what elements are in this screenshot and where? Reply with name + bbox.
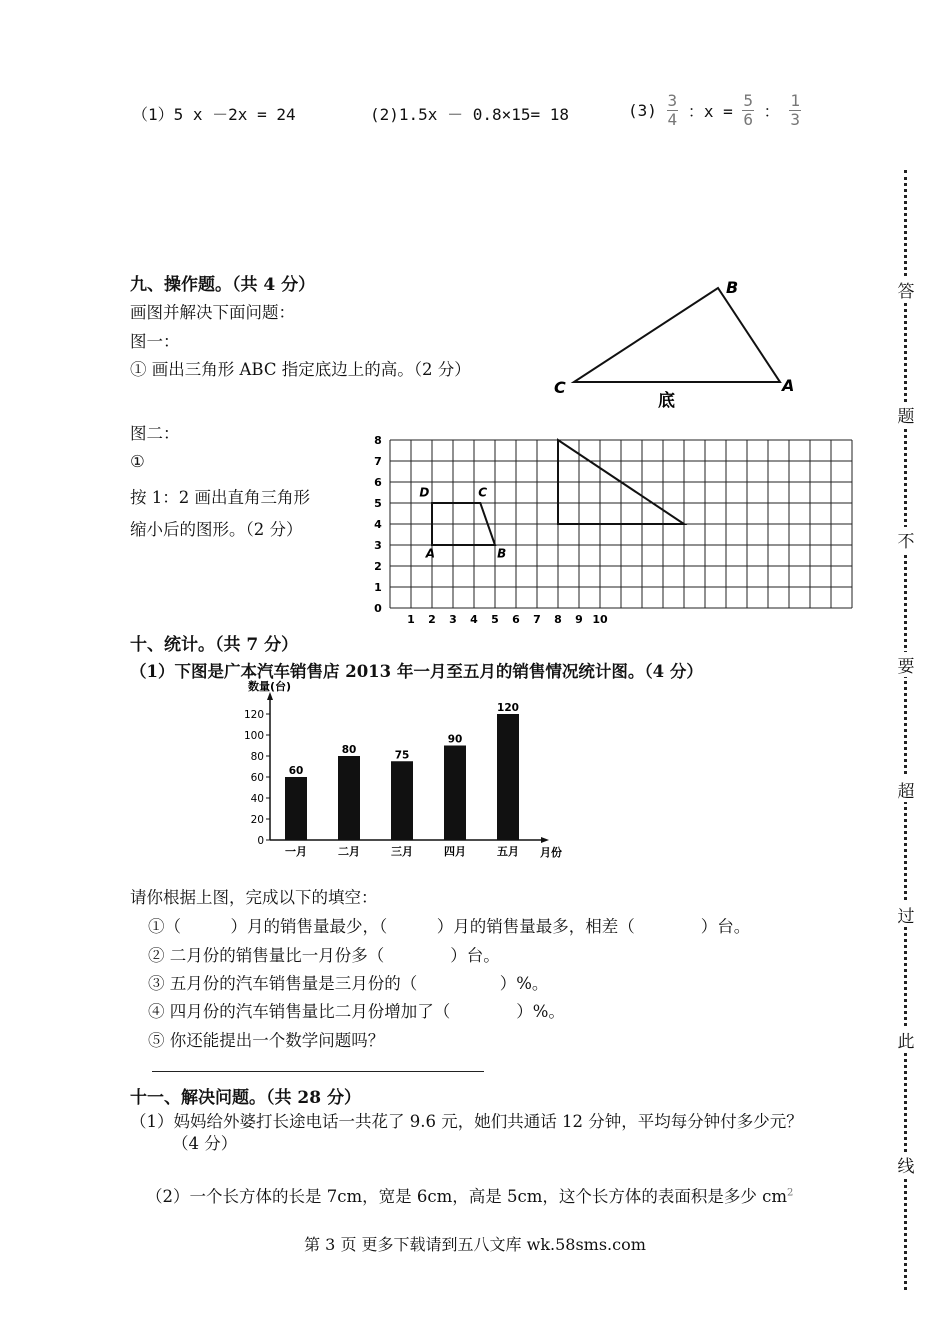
triangle-vertex-c: C	[554, 378, 566, 397]
grid-point-b: B	[497, 546, 507, 561]
chart-y-axis-arrow	[267, 692, 273, 700]
chart-y-tick-label: 60	[250, 772, 264, 784]
fill-item-4: ④ 四月份的汽车销售量比二月份增加了（ ）%。	[148, 1002, 565, 1021]
figure-2-marker: ①	[130, 452, 145, 471]
grid-x-tick: 1	[407, 613, 415, 626]
chart-bar	[497, 714, 519, 840]
section-11-question-2-text: （2）一个长方体的长是 7cm，宽是 6cm，高是 5cm，这个长方体的表面积是多少 cm	[146, 1187, 788, 1206]
chart-x-label: 月份	[540, 846, 562, 859]
triangle-vertex-b: B	[726, 278, 739, 297]
grid-x-tick: 3	[449, 613, 457, 626]
side-margin-char: 要	[893, 652, 919, 677]
equation-3-fraction-1: $\frac{3}{4}$	[667, 91, 678, 129]
side-margin-char: 超	[893, 777, 919, 802]
chart-data-label: 90	[447, 733, 463, 746]
equation-3-fraction-3: $\frac{1}{3}$	[790, 91, 800, 129]
fill-item-2: ② 二月份的销售量比一月份多（ ）台。	[148, 946, 500, 965]
side-dotted-line	[904, 170, 907, 1290]
grid-x-tick: 6	[512, 613, 520, 626]
chart-y-tick-label: 100	[243, 730, 264, 742]
figure-2-task-line-2: 缩小后的图形。（2 分）	[130, 520, 303, 539]
grid-y-tick: 3	[374, 539, 382, 552]
section-10-question-1: （1）下图是广本汽车销售店 2013 年一月至五月的销售情况统计图。（4 分）	[130, 662, 703, 681]
fill-item-3: ③ 五月份的汽车销售量是三月份的（ ）%。	[148, 974, 549, 993]
chart-category-label: 四月	[444, 845, 466, 858]
grid-y-tick: 7	[374, 455, 382, 468]
figure-1-task: ① 画出三角形 ABC 指定底边上的高。（2 分）	[130, 360, 471, 379]
chart-y-label: 数量(台)	[248, 680, 292, 693]
section-11-question-2	[146, 1183, 793, 1207]
figure-1-label: 图一：	[130, 332, 180, 351]
grid-x-tick: 9	[575, 613, 583, 626]
chart-category-label: 三月	[391, 845, 413, 858]
page-footer: 第 3 页 更多下载请到五八文库 wk.58sms.com	[304, 1235, 646, 1254]
grid-x-tick: 10	[592, 613, 608, 626]
equation-3-fraction-2: $\frac{5}{6}$	[743, 91, 754, 129]
chart-y-tick-label: 80	[250, 751, 264, 763]
chart-data-label: 60	[288, 765, 304, 777]
side-margin-char: 线	[893, 1152, 919, 1177]
figure-2-task-line-1: 按 1：2 画出直角三角形	[130, 488, 310, 507]
equation-3-colon: ：	[763, 102, 780, 121]
grid-x-tick: 2	[428, 613, 436, 626]
chart-y-tick-label: 40	[250, 793, 264, 805]
side-margin-char: 题	[893, 402, 919, 427]
grid-y-tick: 2	[374, 560, 382, 573]
triangle-base-label: 底	[658, 391, 675, 411]
side-margin-char: 此	[893, 1027, 919, 1052]
chart-bar	[444, 746, 466, 841]
chart-y-tick-label: 0	[257, 835, 264, 847]
grid-point-c: C	[478, 485, 488, 500]
grid-y-tick: 5	[374, 497, 382, 510]
grid-y-tick: 4	[374, 518, 382, 531]
grid-y-tick: 0	[374, 602, 382, 615]
chart-category-label: 一月	[285, 845, 307, 858]
chart-bar	[338, 756, 360, 840]
fill-intro: 请你根据上图，完成以下的填空：	[130, 888, 378, 907]
grid-point-d: D	[419, 485, 430, 500]
equation-3-prefix: (3)	[628, 101, 657, 120]
equation-2: (2)1.5x － 0.8×15= 18	[370, 105, 570, 124]
equation-3	[628, 92, 801, 129]
squared-superscript: 2	[787, 1187, 794, 1199]
grid-point-a: A	[425, 546, 435, 561]
grid-x-tick: 5	[491, 613, 499, 626]
triangle-abc	[574, 288, 780, 382]
chart-data-label: 80	[341, 744, 357, 756]
side-margin-char: 过	[893, 902, 919, 927]
side-margin-char: 答	[893, 277, 919, 302]
triangle-abc-figure	[550, 278, 800, 413]
chart-category-label: 五月	[497, 845, 519, 858]
grid-y-tick: 8	[374, 434, 382, 447]
grid-x-tick: 7	[533, 613, 541, 626]
section-11-question-1-line-2: （4 分）	[172, 1134, 238, 1153]
section-10-heading: 十、统计。（共 7 分）	[130, 635, 299, 655]
equation-1: （1）5 x －2x = 24	[132, 105, 296, 124]
answer-blank-line[interactable]	[152, 1071, 484, 1072]
equation-3-middle: ：x =	[687, 102, 733, 121]
grid-x-tick: 8	[554, 613, 562, 626]
chart-bar	[285, 777, 307, 840]
fill-item-5: ⑤ 你还能提出一个数学问题吗？	[148, 1031, 385, 1050]
fill-item-1: ①（ ）月的销售量最少，（ ）月的销售量最多，相差（ ）台。	[148, 917, 751, 936]
chart-data-label: 75	[394, 749, 410, 762]
chart-bar	[391, 761, 413, 840]
section-11-question-1-line-1: （1）妈妈给外婆打长途电话一共花了 9.6 元，她们共通话 12 分钟，平均每分钟付多少元？	[130, 1112, 803, 1131]
chart-y-tick-label: 120	[243, 709, 264, 721]
chart-x-axis-arrow	[541, 837, 549, 843]
chart-y-tick-label: 20	[250, 814, 264, 826]
side-margin-char: 不	[893, 527, 919, 552]
grid-x-tick: 4	[470, 613, 478, 626]
chart-category-label: 二月	[338, 845, 360, 858]
triangle-vertex-a: A	[782, 376, 795, 395]
grid-y-tick: 1	[374, 581, 382, 594]
figure-2-label: 图二：	[130, 424, 180, 443]
grid-y-tick: 6	[374, 476, 382, 489]
chart-data-label: 120	[497, 702, 519, 714]
section-11-heading: 十一、解决问题。（共 28 分）	[130, 1088, 361, 1108]
grid-figure	[360, 432, 860, 628]
sales-bar-chart	[238, 678, 578, 863]
section-9-heading: 九、操作题。（共 4 分）	[130, 275, 316, 295]
section-9-intro: 画图并解决下面问题：	[130, 303, 295, 322]
